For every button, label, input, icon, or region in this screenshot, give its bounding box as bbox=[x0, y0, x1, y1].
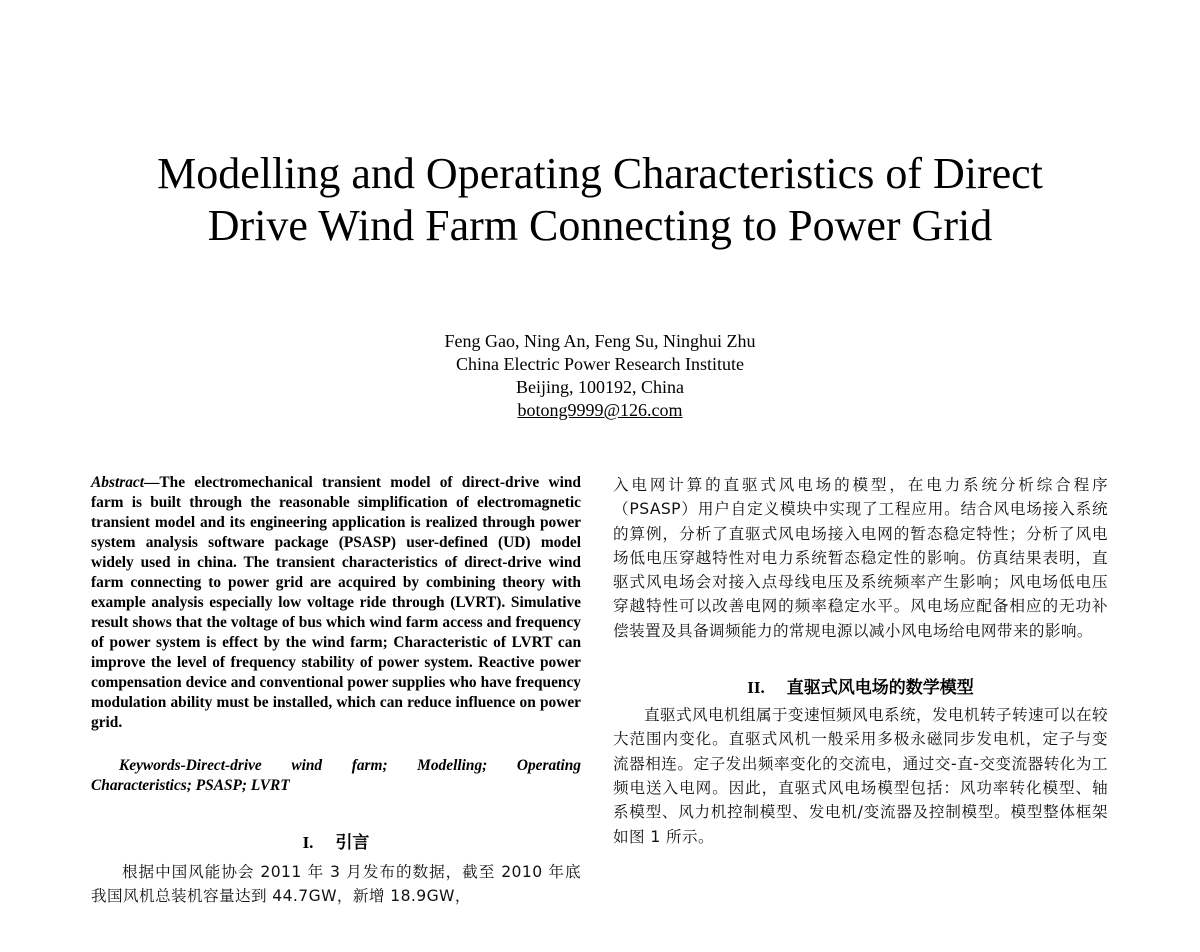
section-2-paragraph: 直驱式风电机组属于变速恒频风电系统，发电机转子转速可以在较大范围内变化。直驱式风机一般采用多极永磁同步发电机，定子与变流器相连。定子发出频率变化的交流电，通过交-直-交变流器转化为工频电送入电网。因此，直驱式风电场模型包括：风功率转化模型、轴系模型、风力机控制模型、发电机/变流器及控制模型。模型整体框架如图 1 所示。 bbox=[613, 706, 1108, 846]
author-institution: China Electric Power Research Institute bbox=[456, 354, 744, 374]
keywords: Keywords-Direct-drive wind farm; Modelling; Operating Characteristics; PSASP; LVRT bbox=[91, 757, 581, 794]
abstract-text: —The electromechanical transient model of direct-drive wind farm is built through the reasonable simplification of electromagnetic transient model and its engineering application is realized through power system analysis software package (PSASP) user-defined (UD) model widely used in china. The transient characteristics of direct-drive wind farm connecting to power grid are acquired by combining theory with example analysis especially low voltage ride through (LVRT). Simulative result shows that the voltage of bus which wind farm access and frequency of power system is effect by the wind farm; Characteristic of LVRT can improve the level of frequency stability of power system. Reactive power compensation device and conventional power supplies who have frequency modulation ability must be installed, which can reduce influence on power grid. bbox=[91, 474, 581, 731]
right-column bbox=[613, 473, 1108, 849]
section-1-number: I. bbox=[302, 833, 314, 852]
author-block bbox=[0, 330, 1200, 422]
author-names: Feng Gao, Ning An, Feng Su, Ninghui Zhu bbox=[444, 331, 756, 351]
left-column bbox=[91, 473, 581, 909]
title-line-2: Drive Wind Farm Connecting to Power Grid bbox=[207, 201, 993, 250]
author-email-link[interactable]: botong9999@126.com bbox=[517, 400, 683, 420]
section-1-title: 引言 bbox=[335, 833, 370, 853]
section-2-heading bbox=[613, 677, 1108, 699]
section-1-heading bbox=[91, 832, 581, 854]
section-2-number: II. bbox=[747, 678, 765, 698]
author-location: Beijing, 100192, China bbox=[516, 377, 684, 397]
abstract bbox=[91, 473, 581, 733]
title-line-1: Modelling and Operating Characteristics of Direct bbox=[157, 149, 1043, 198]
abstract-zh-continuation: 入电网计算的直驱式风电场的模型，在电力系统分析综合程序（PSASP）用户自定义模块中实现了工程应用。结合风电场接入系统的算例，分析了直驱式风电场接入电网的暂态稳定特性；分析了风电场低电压穿越特性对电力系统暂态稳定性的影响。仿真结果表明，直驱式风电场会对接入点母线电压及系统频率产生影响；风电场低电压穿越特性可以改善电网的频率稳定水平。风电场应配备相应的无功补偿装置及具备调频能力的常规电源以减小风电场给电网带来的影响。 bbox=[613, 476, 1108, 640]
section-2-title: 直驱式风电场的数学模型 bbox=[786, 678, 974, 699]
paper-title bbox=[0, 148, 1200, 252]
section-1-paragraph: 根据中国风能协会 2011 年 3 月发布的数据，截至 2010 年底我国风机总装机容量达到 44.7GW，新增 18.9GW， bbox=[91, 863, 581, 906]
abstract-label: Abstract bbox=[91, 474, 145, 491]
